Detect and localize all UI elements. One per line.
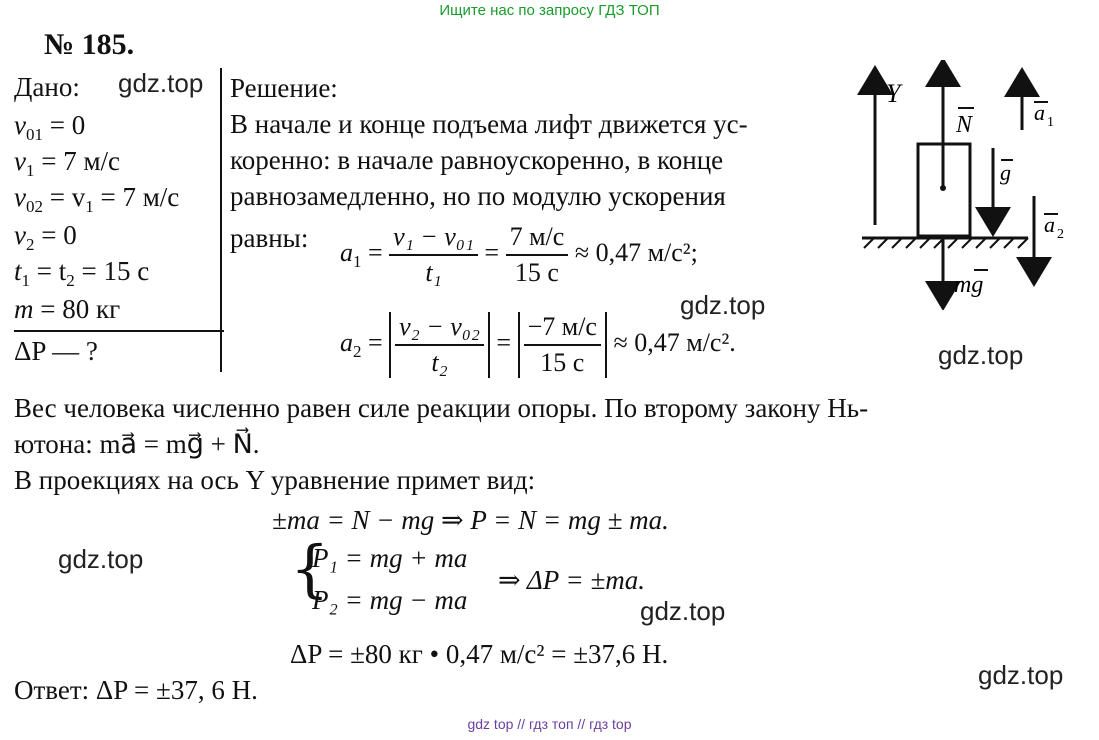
bottom-banner: gdz top // гдз топ // гдз top — [467, 716, 632, 732]
given-v02: $v_{02} = v_1 = 7$ м/с — [14, 182, 180, 216]
watermark: gdz.top — [680, 290, 766, 320]
system-result: ⇒ ΔP = ±ma. — [498, 565, 646, 595]
answer: Ответ: ΔP = ±37, 6 Н. — [14, 675, 258, 705]
mg-label: mg — [954, 272, 984, 298]
a1-label: a — [1034, 100, 1045, 125]
solution-p3: равнозамедленно, но по модулю ускорения — [230, 181, 726, 211]
elevator-force-diagram — [850, 60, 1090, 310]
given-find: ΔP — ? — [14, 336, 98, 366]
top-banner: Ищите нас по запросу ГДЗ ТОП — [439, 2, 660, 19]
text-weight-1: Вес человека численно равен силе реакции опоры. По второму закону Нь- — [14, 393, 869, 423]
a2-subscript: 2 — [1057, 227, 1064, 242]
solution-p2: коренно: в начале равноускоренно, в конце — [230, 145, 724, 175]
vertical-divider — [220, 68, 222, 372]
y-label: Y — [886, 79, 901, 108]
a1-subscript: 1 — [1047, 115, 1054, 130]
given-v1: $v_1 = 7$ м/с — [14, 146, 121, 180]
system-eq2: P₂ = mg − ma — [312, 585, 468, 615]
given-m: m = 80 кг — [14, 294, 121, 324]
problem-number: № 185. — [44, 28, 135, 61]
watermark: gdz.top — [978, 660, 1064, 690]
n-label: N — [956, 112, 973, 138]
formula-a1: $a_1$ = $\frac{\text{v₁ − v₀₁}}{\text{t₁}}$ = $\frac{7 м/с}{15 с}$ ≈ 0,47 м/с²; — [340, 222, 698, 287]
watermark: gdz.top — [118, 68, 204, 98]
g-label: g — [1000, 160, 1011, 185]
given-v01: $v_{01} = 0$ — [14, 110, 86, 144]
given-t: $t_1 = t_2 = 15$ с — [14, 256, 150, 290]
system-eq1: P₁ = mg + ma — [312, 543, 468, 573]
text-weight-2: ютона: ma⃗ = mg⃗ + N⃗. — [14, 429, 260, 459]
equation-final: ΔP = ±80 кг • 0,47 м/с² = ±37,6 Н. — [290, 639, 669, 669]
watermark: gdz.top — [938, 340, 1024, 370]
center-point — [940, 185, 946, 191]
text-weight-3: В проекциях на ось Y уравнение примет вид: — [14, 465, 536, 495]
equation-projection: ±ma = N − mg ⇒ P = N = mg ± ma. — [272, 505, 669, 535]
solution-p4: равны: — [230, 223, 309, 253]
given-v2: $v_2 = 0$ — [14, 220, 77, 254]
solution-p1: В начале и конце подъема лифт движется ус- — [230, 109, 748, 139]
given-label: Дано: — [14, 72, 80, 102]
given-divider — [14, 330, 224, 332]
formula-a2: $a_2$ = $\frac{\text{v₂ − v₀₂}}{\text{t₂}}$ = $\frac{-7 м/с}{15 с}$ ≈ 0,47 м/с². — [340, 312, 736, 377]
system-brace: { — [290, 532, 330, 605]
watermark: gdz.top — [640, 596, 726, 626]
solution-label: Решение: — [230, 73, 338, 103]
a2-label: a — [1044, 212, 1055, 237]
watermark: gdz.top — [58, 544, 144, 574]
